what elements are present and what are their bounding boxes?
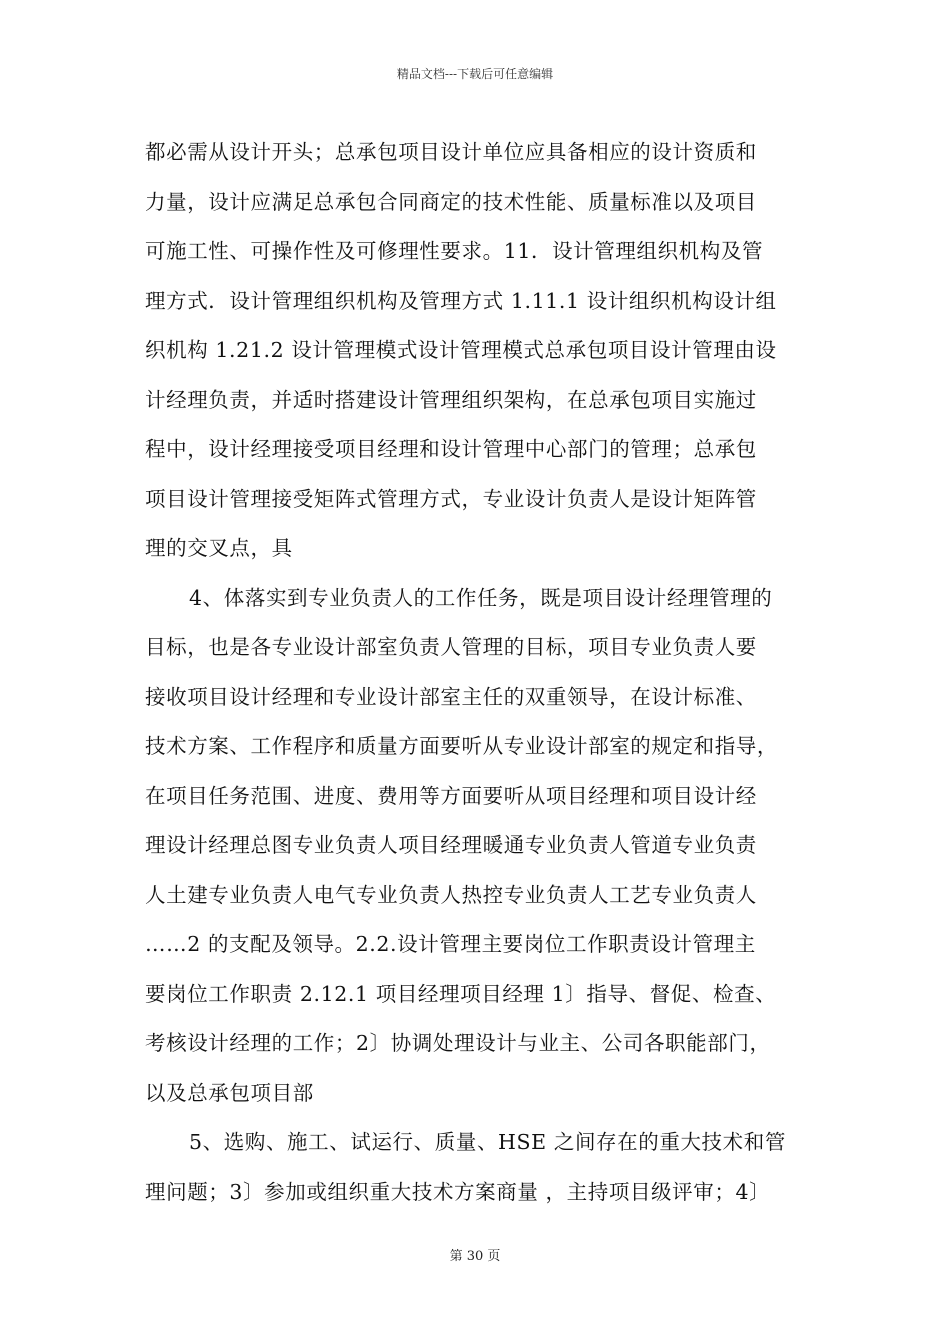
text-line: 可施工性、可操作性及可修理性要求。11．设计管理组织机构及管	[145, 239, 764, 263]
page-header: 精品文档---下载后可任意编辑	[396, 67, 554, 81]
text-line: 力量，设计应满足总承包合同商定的技术性能、质量标准以及项目	[145, 189, 757, 214]
paragraph-1	[145, 128, 825, 574]
text-line: 4、体落实到专业负责人的工作任务，既是项目设计经理管理的	[189, 585, 773, 610]
text-line: 人土建专业负责人电气专业负责人热控专业负责人工艺专业负责人	[145, 882, 757, 907]
document-body	[145, 128, 825, 1217]
paragraph-2	[145, 574, 825, 1119]
text-line: 计经理负责，并适时搭建设计管理组织架构，在总承包项目实施过	[145, 387, 757, 412]
text-line: 接收项目设计经理和专业设计部室主任的双重领导，在设计标准、	[145, 684, 757, 709]
text-line: 都必需从设计开头；总承包项目设计单位应具备相应的设计资质和	[145, 140, 757, 164]
text-line: 理问题；3〕参加或组织重大技术方案商量 ，主持项目级评审；4〕	[145, 1179, 771, 1204]
text-line: 项目设计管理接受矩阵式管理方式，专业设计负责人是设计矩阵管	[145, 486, 757, 511]
text-line: 考核设计经理的工作；2〕协调处理设计与业主、公司各职能部门，	[145, 1031, 771, 1055]
text-line: 要岗位工作职责 2.12.1 项目经理项目经理 1〕指导、督促、检查、	[145, 981, 777, 1006]
page-number: 第 30 页	[449, 1249, 501, 1264]
text-line: 程中，设计经理接受项目经理和设计管理中心部门的管理；总承包	[145, 437, 757, 461]
text-line: 理设计经理总图专业负责人项目经理暖通专业负责人管道专业负责	[145, 833, 757, 857]
text-line: 理的交叉点，具	[145, 536, 293, 560]
text-line: 5、选购、施工、试运行、质量、HSE 之间存在的重大技术和管	[189, 1130, 786, 1154]
text-line: 在项目任务范围、进度、费用等方面要听从项目经理和项目设计经	[145, 783, 757, 808]
text-line: 目标，也是各专业设计部室负责人管理的目标，项目专业负责人要	[145, 635, 757, 659]
text-line: 以及总承包项目部	[145, 1080, 314, 1105]
text-line: 技术方案、工作程序和质量方面要听从专业设计部室的规定和指导，	[145, 734, 778, 758]
paragraph-3	[145, 1118, 825, 1217]
text-line: ……2 的支配及领导。2.2.设计管理主要岗位工作职责设计管理主	[145, 932, 756, 956]
text-line: 理方式．设计管理组织机构及管理方式 1.11.1 设计组织机构设计组	[145, 288, 777, 313]
text-line: 织机构 1.21.2 设计管理模式设计管理模式总承包项目设计管理由设	[145, 338, 777, 362]
